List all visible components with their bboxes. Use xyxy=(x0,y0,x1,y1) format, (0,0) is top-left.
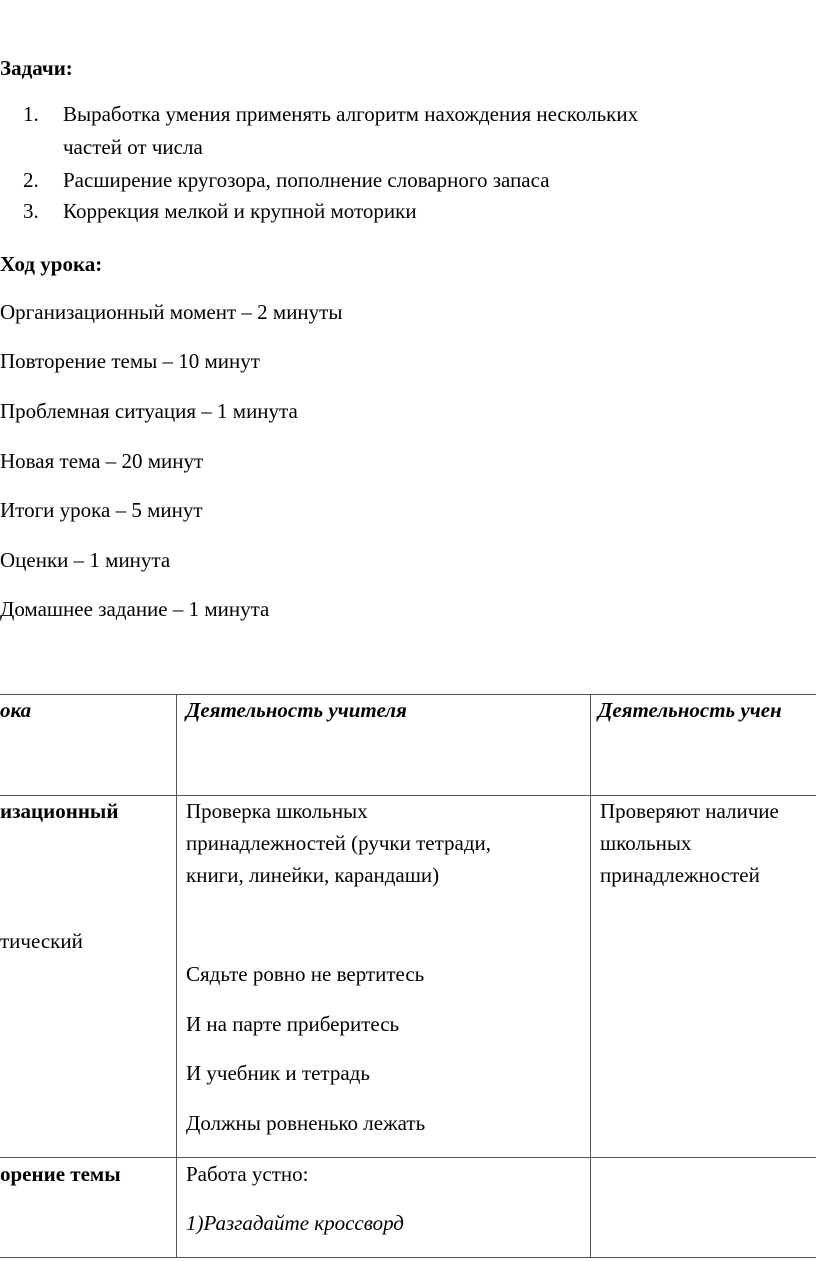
list-number: 2. xyxy=(23,168,39,192)
lesson-stage: Новая тема – 20 минут xyxy=(0,449,204,473)
lesson-stage: Оценки – 1 минута xyxy=(0,548,171,572)
list-item: Выработка умения применять алгоритм нахождения нескольких xyxy=(63,102,639,126)
teacher-text: И на парте приберитесь xyxy=(186,1012,400,1036)
row-stage: орение темы xyxy=(0,1162,121,1186)
table-border xyxy=(0,694,816,695)
teacher-text: Сядьте ровно не вертитесь xyxy=(186,962,425,986)
header-teacher: Деятельность учителя xyxy=(186,698,407,722)
teacher-text: И учебник и тетрадь xyxy=(186,1061,370,1085)
row-stage: тический xyxy=(0,929,83,953)
student-text: школьных xyxy=(600,831,692,855)
list-number: 1. xyxy=(23,102,39,126)
teacher-text: Проверка школьных xyxy=(186,799,368,823)
header-student: Деятельность учен xyxy=(598,698,782,722)
teacher-text: Работа устно: xyxy=(186,1162,309,1186)
teacher-text: Должны ровненько лежать xyxy=(186,1111,426,1135)
table-border xyxy=(0,1257,816,1258)
lesson-stage: Повторение темы – 10 минут xyxy=(0,349,260,373)
student-text: принадлежностей xyxy=(600,863,760,887)
table-border xyxy=(590,694,591,1258)
list-number: 3. xyxy=(23,199,39,223)
table-border xyxy=(0,795,816,796)
teacher-text: принадлежностей (ручки тетради, xyxy=(186,831,491,855)
table-border xyxy=(176,694,177,1258)
teacher-text: книги, линейки, карандаши) xyxy=(186,863,440,887)
lesson-heading: Ход урока: xyxy=(0,252,103,276)
teacher-text: 1)Разгадайте кроссворд xyxy=(186,1211,404,1235)
lesson-stage: Домашнее задание – 1 минута xyxy=(0,597,270,621)
header-stage: ока xyxy=(0,698,32,722)
list-item: Коррекция мелкой и крупной моторики xyxy=(63,199,417,223)
tasks-heading: Задачи: xyxy=(0,56,73,80)
lesson-stage: Итоги урока – 5 минут xyxy=(0,498,203,522)
lesson-stage: Проблемная ситуация – 1 минута xyxy=(0,399,298,423)
student-text: Проверяют наличие xyxy=(600,799,779,823)
row-stage: изационный xyxy=(0,799,119,823)
table-border xyxy=(0,1157,816,1158)
lesson-stage: Организационный момент – 2 минуты xyxy=(0,300,343,324)
list-item: Расширение кругозора, пополнение словарного запаса xyxy=(63,168,550,192)
list-item: частей от числа xyxy=(63,135,203,159)
